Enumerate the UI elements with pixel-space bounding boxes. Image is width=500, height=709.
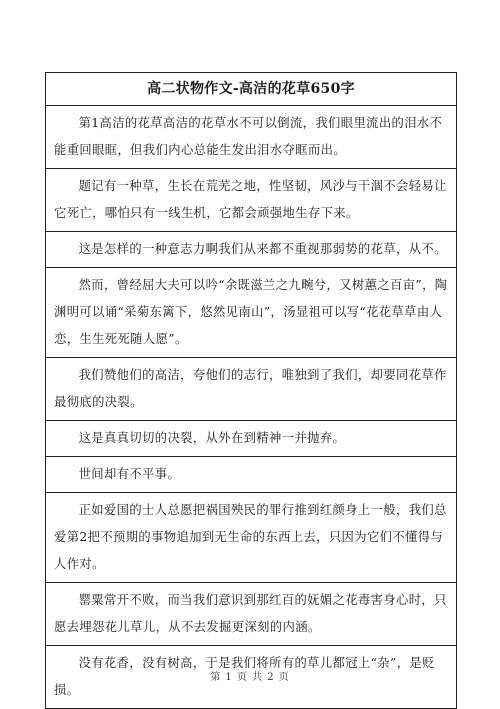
paragraph-10: 没有花香，没有树高，于是我们将所有的草儿都冠上“杂”，是贬损。: [46, 646, 456, 709]
paragraph-2: 题记有一种草，生长在荒芜之地，性坚韧，风沙与干涸不会轻易让它死亡，哪怕只有一线生机，它都会顽强地生存下来。: [46, 169, 456, 232]
paragraph-4: 然而，曾经屈大夫可以吟“余既滋兰之九畹兮，又树蕙之百亩”，陶渊明可以诵“采菊东篱下，悠然见南山”，汤显祖可以写“花花草草由人恋，生生死死随人愿”。: [46, 268, 456, 358]
document-title: 高二状物作文-高洁的花草650字: [46, 73, 456, 106]
paragraph-8: 正如爱国的士人总愿把祸国殃民的罪行推到红颜身上一般，我们总爱第2把不预期的事物追加到无生命的东西上去，只因为它们不懂得与人作对。: [46, 493, 456, 583]
document-table: [45, 72, 457, 709]
paragraph-6: 这是真真切切的决裂，从外在到精神一并抛弃。: [46, 421, 456, 457]
paragraph-7: 世间却有不平事。: [46, 457, 456, 493]
page-footer: 第 1 页 共 2 页: [210, 672, 290, 683]
paragraph-9: 罂粟常开不败，而当我们意识到那红百的妩媚之花毒害身心时，只愿去埋怨花儿草儿，从不去发掘更深刻的内涵。: [46, 583, 456, 646]
paragraph-5: 我们赞他们的高洁，夸他们的志行，唯独到了我们，却要同花草作最彻底的决裂。: [46, 358, 456, 421]
paragraph-1: 第1高洁的花草高洁的花草水不可以倒流，我们眼里流出的泪水不能重回眼眶，但我们内心总能生发出泪水夺眶而出。: [46, 106, 456, 169]
paragraph-3: 这是怎样的一种意志力啊我们从来都不重视那弱势的花草，从不。: [46, 232, 456, 268]
